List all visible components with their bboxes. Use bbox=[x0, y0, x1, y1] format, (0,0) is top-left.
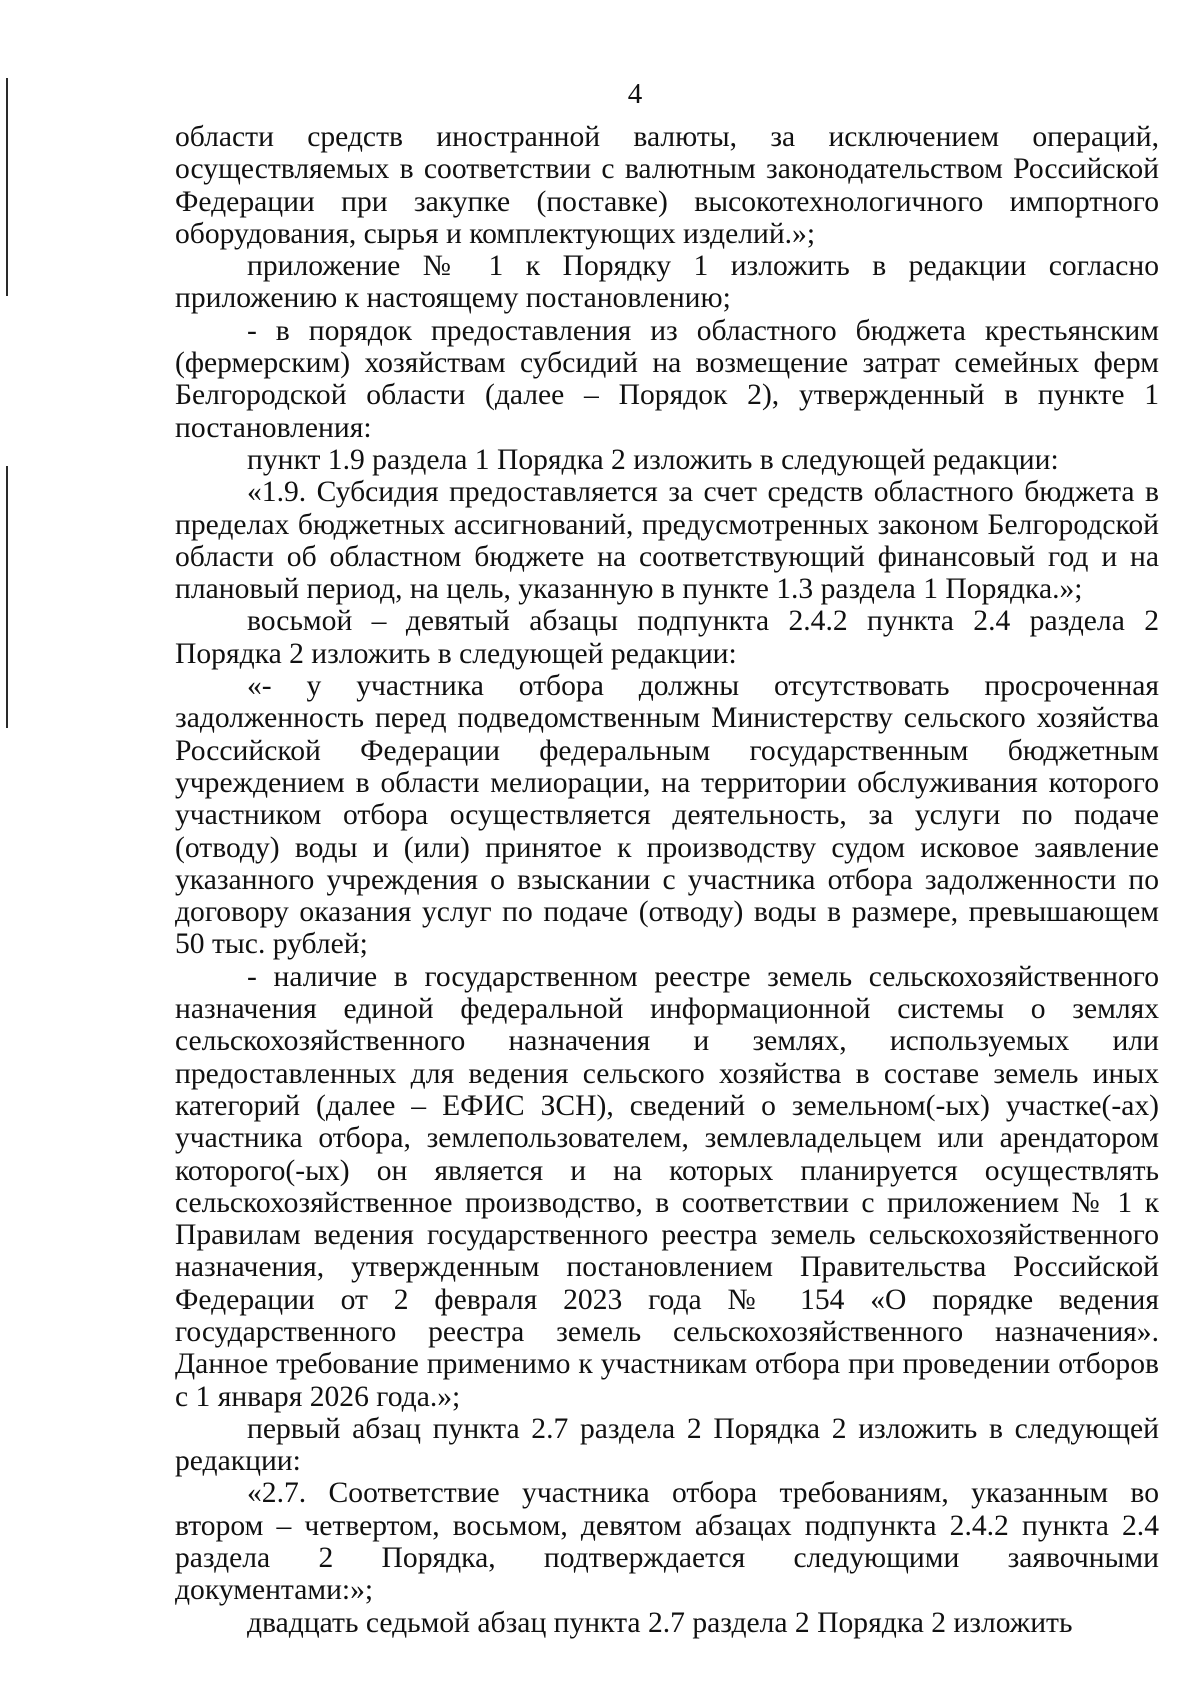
paragraph-4: пункт 1.9 раздела 1 Порядка 2 изложить в следующей редакции: bbox=[247, 443, 1059, 476]
paragraph-11: двадцать седьмой абзац пункта 2.7 раздела 2 Порядка 2 изложить bbox=[247, 1606, 1073, 1639]
paragraph-6: восьмой – девятый абзацы подпункта 2.4.2 пункта 2.4 раздела 2 Порядка 2 изложить в следующей редакции: bbox=[175, 605, 1159, 670]
paragraph-5: «1.9. Субсидия предоставляется за счет средств областного бюджета в пределах бюджетных ассигнований, предусмотренных законом Белгородской области об областном бюджете на соответствующий финансовый год и на плановый период, на цель, указанную в пункте 1.3 раздела 1 Порядка.»; bbox=[175, 476, 1159, 606]
paragraph-1: области средств иностранной валюты, за исключением операций, осуществляемых в соответствии с валютным законодательством Российской Федерации при закупке (поставке) высокотехнологичного импортного оборудования, сырья и комплектующих изделий.»; bbox=[175, 121, 1159, 250]
paragraph-9: первый абзац пункта 2.7 раздела 2 Порядка 2 изложить в следующей редакции: bbox=[175, 1412, 1159, 1478]
document-body bbox=[175, 121, 1159, 1639]
page-number: 4 bbox=[627, 78, 643, 110]
paragraph-2: приложение № 1 к Порядку 1 изложить в редакции согласно приложению к настоящему постановлению; bbox=[175, 250, 1159, 315]
paragraph-8: - наличие в государственном реестре земель сельскохозяйственного назначения единой федеральной информационной системы о землях сельскохозяйственного назначения и землях, используемых или предоставленных для ведения сельского хозяйства в составе земель иных категорий (далее – ЕФИС ЗСН), сведений о земельном(-ых) участке(-ах) участника отбора, землепользователем, землевладельцем или арендатором которого(-ых) он является и на которых планируется осуществлять сельскохозяйственное производство, в соответствии с приложением № 1 к Правилам ведения государственного реестра земель сельскохозяйственного назначения, утвержденным постановлением Правительства Российской Федерации от 2 февраля 2023 года № 154 «О порядке ведения государственного реестра земель сельскохозяйственного назначения». Данное требование применимо к участникам отбора при проведении отборов с 1 января 2026 года.»; bbox=[175, 960, 1159, 1413]
paragraph-3: - в порядок предоставления из областного бюджета крестьянским (фермерским) хозяйствам субсидий на возмещение затрат семейных ферм Белгородской области (далее – Порядок 2), утвержденный в пункте 1 постановления: bbox=[175, 314, 1159, 444]
paragraph-7: «- у участника отбора должны отсутствовать просроченная задолженность перед подведомственным Министерству сельского хозяйства Российской Федерации федеральным государственным бюджетным учреждением в области мелиорации, на территории обслуживания которого участником отбора осуществляется деятельность, за услуги по подаче (отводу) воды и (или) принятое к производству судом исковое заявление указанного учреждения о взыскании с участника отбора задолженности по договору оказания услуг по подаче (отводу) воды в размере, превышающем 50 тыс. рублей; bbox=[175, 670, 1159, 961]
paragraph-10: «2.7. Соответствие участника отбора требованиям, указанным во втором – четвертом, восьмом, девятом абзацах подпункта 2.4.2 пункта 2.4 раздела 2 Порядка, подтверждается следующими заявочными документами:»; bbox=[175, 1477, 1159, 1607]
scan-margin-line-middle bbox=[6, 466, 8, 728]
